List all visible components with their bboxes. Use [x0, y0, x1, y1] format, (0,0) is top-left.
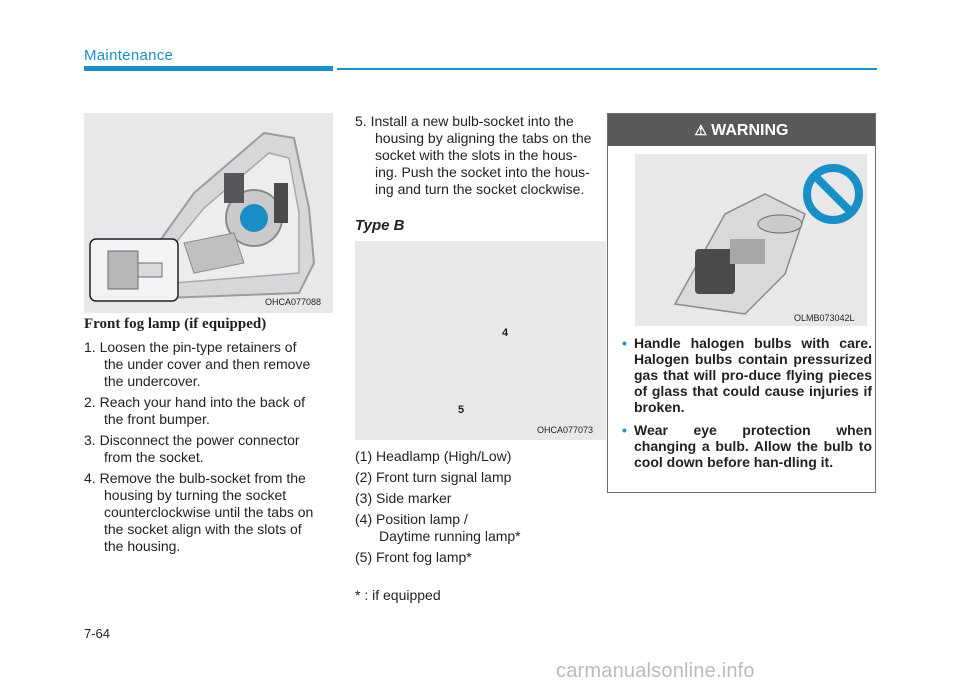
step-text: Loosen the pin-type retainers of [99, 339, 297, 355]
halogen-bulb-figure [635, 154, 867, 326]
step-number: 3. [84, 432, 96, 448]
step-text: the housing. [104, 538, 181, 554]
warning-icon: ⚠ [694, 122, 708, 138]
warning-header [608, 114, 875, 146]
figure-code: OHCA077088 [265, 297, 322, 307]
legend-item: (3) Side marker [355, 490, 452, 506]
fog-lamp-illustration [84, 113, 333, 313]
step-text: Reach your hand into the back of [99, 394, 306, 410]
step-2 [84, 394, 334, 428]
step-number: 5. [355, 113, 367, 129]
bullet-icon: • [622, 422, 627, 438]
step-text: the socket align with the slots of [104, 521, 302, 537]
figure-code: OLMB073042L [794, 313, 855, 323]
steps-list [84, 339, 334, 555]
step-text: the undercover. [104, 373, 201, 389]
step-text: the under cover and then remove [104, 356, 311, 372]
step-text: counterclockwise until the tabs on [104, 504, 314, 520]
warning-text: Wear eye protection when changing a bulb. Allow the bulb to cool down before han-dling it. [634, 422, 872, 470]
warning-bullet [622, 422, 872, 470]
step-5 [355, 113, 607, 198]
step-4 [84, 470, 334, 555]
warning-bullets [622, 335, 872, 477]
step-text: housing by turning the socket [104, 487, 287, 503]
step-3 [84, 432, 334, 466]
header-rule-thin [337, 68, 877, 70]
figure-code: OHCA077073 [537, 425, 594, 435]
warning-bullet [622, 335, 872, 415]
warning-box [607, 113, 876, 493]
warning-title: WARNING [711, 122, 789, 139]
step-text: the front bumper. [104, 411, 210, 427]
hand-bulb-illustration [635, 154, 867, 326]
step-text: socket with the slots in the hous- [375, 147, 578, 163]
bullet-icon: • [622, 335, 627, 351]
step-text: Disconnect the power connector [99, 432, 300, 448]
legend-item: (4) Position lamp / [355, 511, 468, 527]
legend-item: (5) Front fog lamp* [355, 549, 472, 565]
step-text: Install a new bulb-socket into the [370, 113, 574, 129]
legend-list [355, 448, 607, 566]
section-heading: Front fog lamp (if equipped) [84, 316, 267, 332]
callout-4: 4 [502, 327, 509, 339]
legend-item: (2) Front turn signal lamp [355, 469, 512, 485]
fog-lamp-figure [84, 113, 333, 313]
legend-item: (1) Headlamp (High/Low) [355, 448, 512, 464]
header-rule-thick [84, 66, 333, 71]
step-number: 1. [84, 339, 96, 355]
type-label: Type B [355, 217, 405, 234]
step-text: ing and turn the socket clockwise. [375, 181, 585, 197]
step-text: housing by aligning the tabs on the [375, 130, 592, 146]
section-title: Maintenance [84, 47, 174, 64]
step-text: Remove the bulb-socket from the [99, 470, 306, 486]
step-number: 2. [84, 394, 96, 410]
type-b-figure [355, 241, 606, 440]
warning-text: Handle halogen bulbs with care. Halogen bulbs contain pressurized gas that will pro-duce flying pieces of glass that could cause injuries if broken. [634, 335, 872, 415]
page-number: 7-64 [84, 626, 111, 641]
step-text: from the socket. [104, 449, 204, 465]
step-text: ing. Push the socket into the hous- [375, 164, 590, 180]
legend-item: Daytime running lamp* [379, 528, 521, 544]
watermark: carmanualsonline.info [556, 660, 755, 682]
step-1 [84, 339, 334, 390]
step-number: 4. [84, 470, 96, 486]
footnote: * : if equipped [355, 587, 441, 603]
callout-5: 5 [458, 404, 465, 416]
